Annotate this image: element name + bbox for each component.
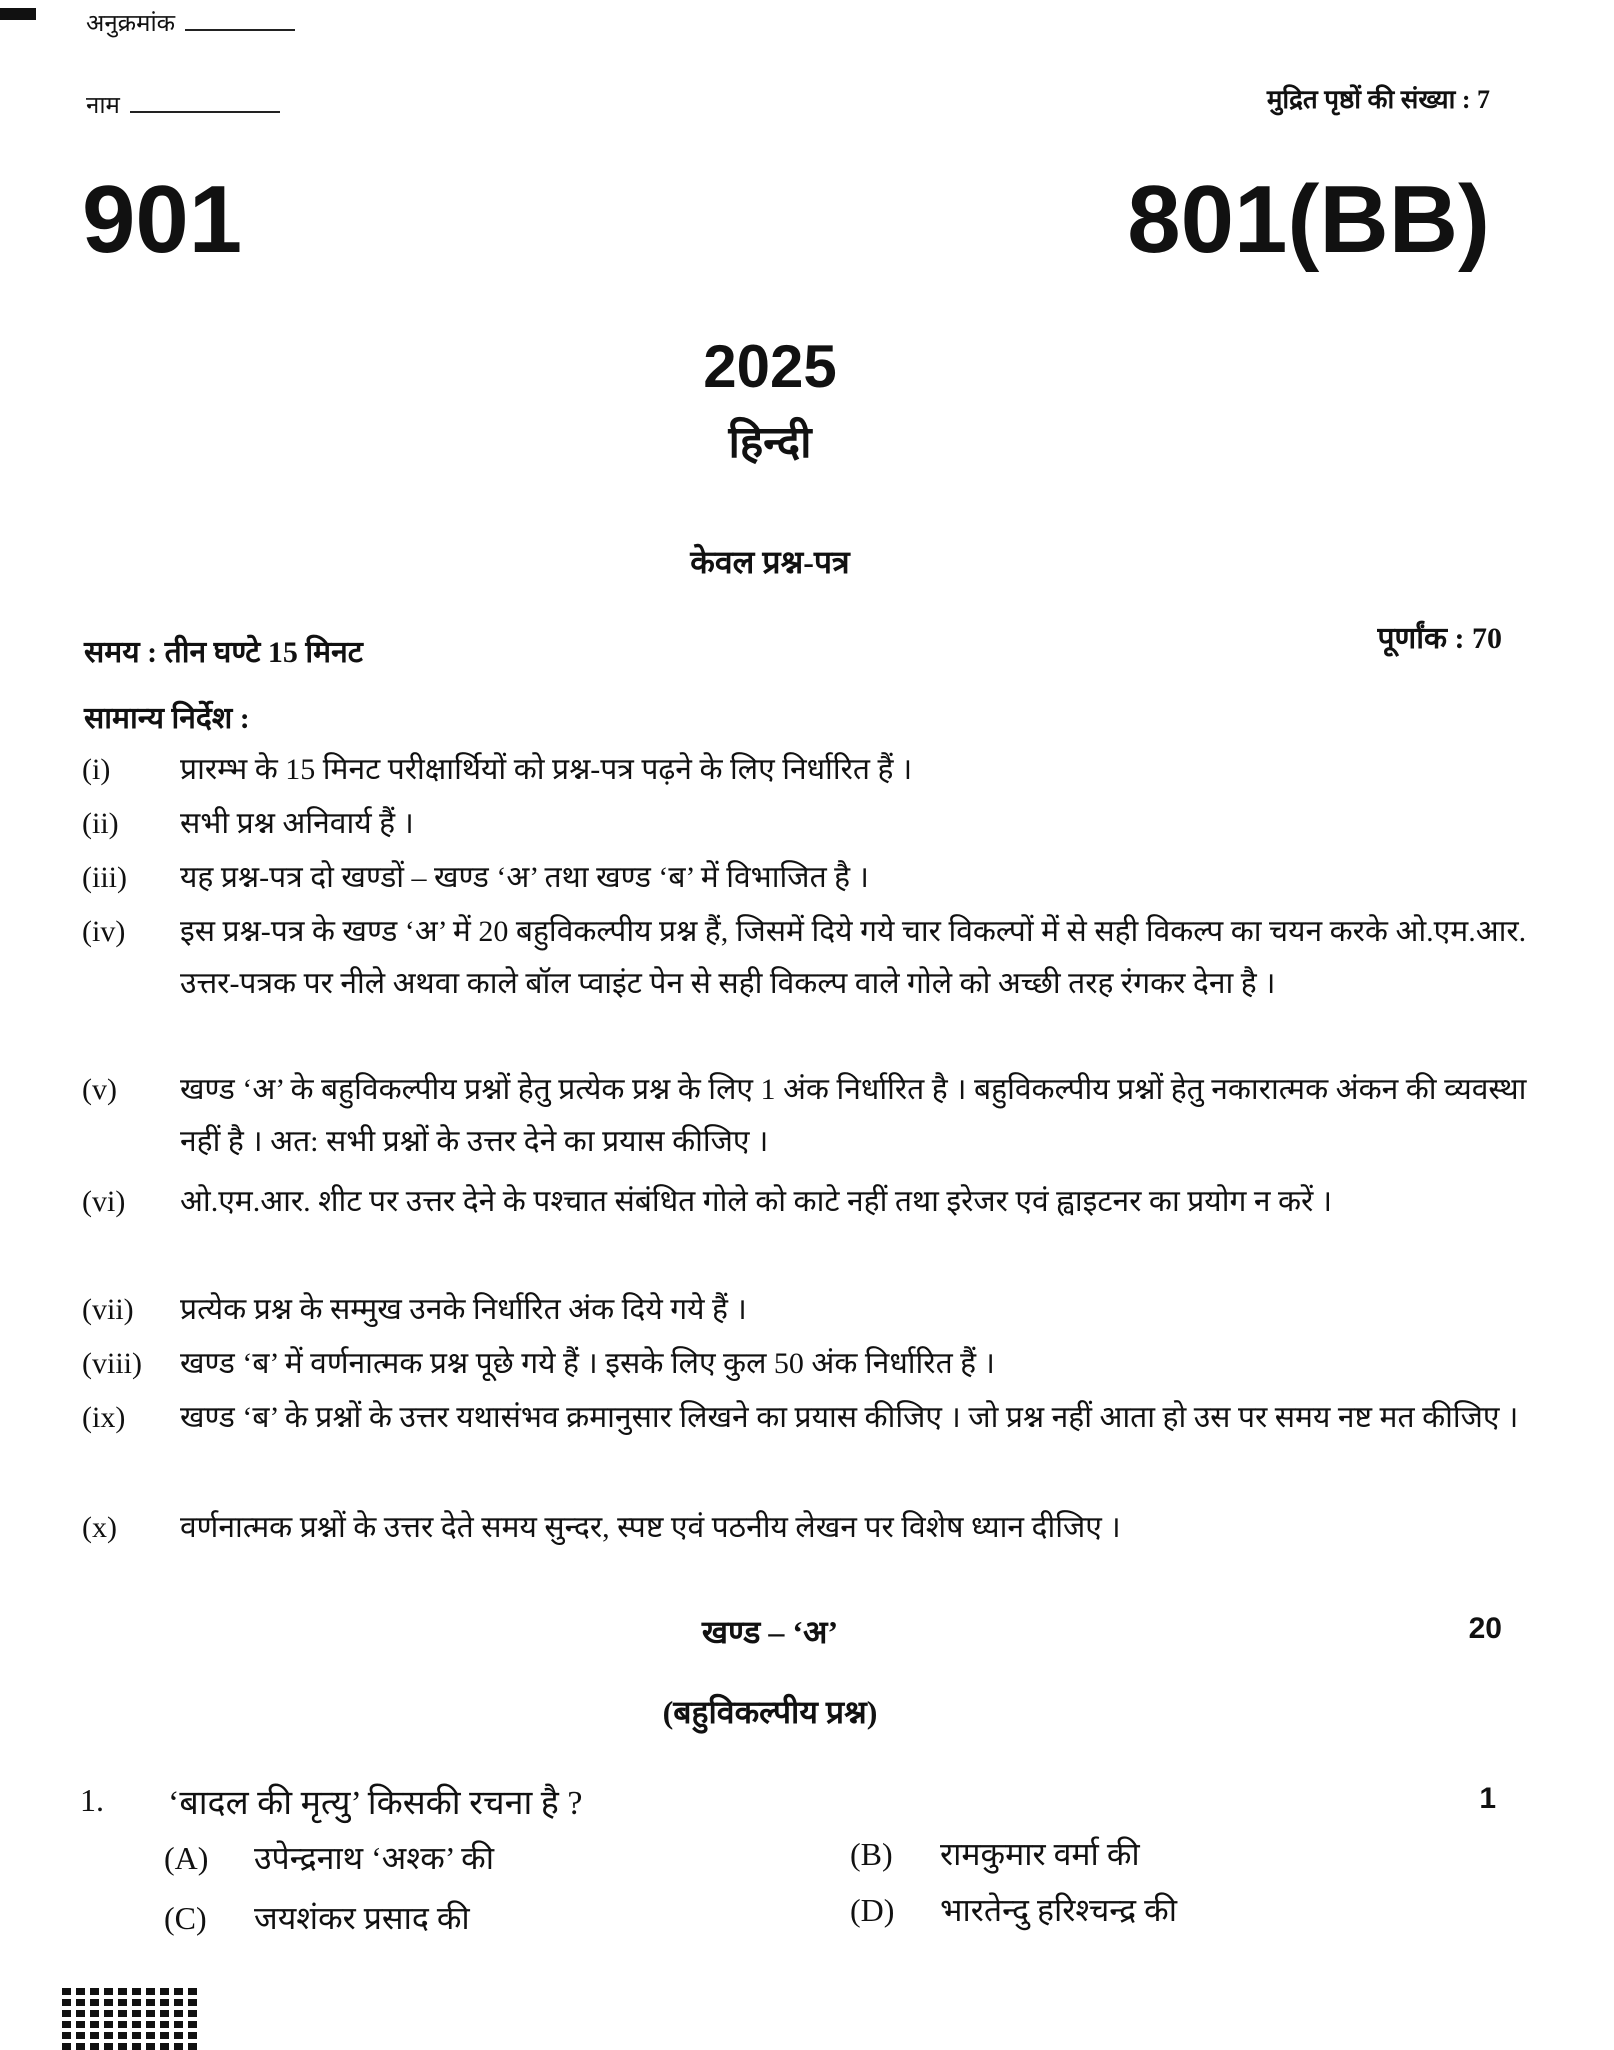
- option-label: (D): [850, 1892, 895, 1928]
- option-text: उपेन्द्रनाथ ‘अश्क’ की: [254, 1840, 495, 1876]
- instruction-text: यह प्रश्न-पत्र दो खण्डों – खण्ड ‘अ’ तथा खण्ड ‘ब’ में विभाजित है ।: [180, 861, 869, 894]
- max-marks: पूर्णांक : 70: [1377, 622, 1502, 655]
- instruction-number: (i): [82, 753, 111, 786]
- instruction-text: खण्ड ‘अ’ के बहुविकल्पीय प्रश्नों हेतु प्रत्येक प्रश्न के लिए 1 अंक निर्धारित है । बहुविकल्पीय प्रश्नों हेतु नकारात्मक अंकन की व्यवस्था नहीं है । अत: सभी प्रश्नों के उत्तर देने का प्रयास कीजिए ।: [180, 1073, 1527, 1158]
- option-a: [164, 1836, 494, 1879]
- option-label: (A): [164, 1840, 209, 1876]
- instruction-text: प्रारम्भ के 15 मिनट परीक्षार्थियों को प्रश्न-पत्र पढ़ने के लिए निर्धारित हैं ।: [180, 753, 913, 786]
- option-b: [850, 1832, 1140, 1875]
- instruction-text: वर्णनात्मक प्रश्नों के उत्तर देते समय सुन्दर, स्पष्ट एवं पठनीय लेखन पर विशेष ध्यान दीजिए ।: [180, 1511, 1121, 1544]
- instruction-text: खण्ड ‘ब’ के प्रश्नों के उत्तर यथासंभव क्रमानुसार लिखने का प्रयास कीजिए । जो प्रश्न नहीं आता हो उस पर समय नष्ट मत कीजिए ।: [180, 1401, 1519, 1434]
- option-c: [164, 1896, 470, 1939]
- scan-mark: [0, 8, 36, 20]
- option-label: (B): [850, 1836, 893, 1872]
- paper-code-right: 801(BB): [1127, 166, 1490, 273]
- instruction-number: (iv): [82, 915, 126, 948]
- exam-time: समय : तीन घण्टे 15 मिनट: [84, 636, 363, 669]
- option-text: भारतेन्दु हरिश्चन्द्र की: [940, 1892, 1178, 1928]
- paper-code-left: 901: [82, 166, 243, 273]
- roll-number-blank: [185, 29, 295, 31]
- instruction-text: प्रत्येक प्रश्न के सम्मुख उनके निर्धारित अंक दिये गये हैं ।: [180, 1293, 747, 1326]
- section-a-subtitle: (बहुविकल्पीय प्रश्न): [662, 1694, 878, 1730]
- exam-year: 2025: [703, 333, 837, 400]
- instruction-text: खण्ड ‘ब’ में वर्णनात्मक प्रश्न पूछे गये हैं । इसके लिए कुल 50 अंक निर्धारित हैं ।: [180, 1347, 995, 1380]
- name-blank: [130, 111, 280, 113]
- instruction-number: (x): [82, 1511, 117, 1544]
- option-text: रामकुमार वर्मा की: [940, 1836, 1140, 1872]
- instructions-heading: सामान्य निर्देश :: [84, 702, 250, 735]
- name-label: नाम: [86, 93, 120, 119]
- question-marks: 1: [1479, 1782, 1496, 1815]
- instruction-number: (ix): [82, 1401, 126, 1434]
- printed-pages: मुद्रित पृष्ठों की संख्या : 7: [1266, 85, 1490, 114]
- option-label: (C): [164, 1900, 207, 1936]
- section-a-title: खण्ड – ‘अ’: [701, 1614, 839, 1650]
- question-number: 1.: [80, 1782, 104, 1818]
- question-text: ‘बादल की मृत्यु’ किसकी रचना है ?: [168, 1785, 583, 1822]
- instruction-text: ओ.एम.आर. शीट पर उत्तर देने के पश्चात संबंधित गोले को काटे नहीं तथा इरेजर एवं ह्वाइटनर का प्रयोग न करें ।: [180, 1185, 1333, 1218]
- option-text: जयशंकर प्रसाद की: [254, 1900, 470, 1936]
- instruction-text: इस प्रश्न-पत्र के खण्ड ‘अ’ में 20 बहुविकल्पीय प्रश्न हैं, जिसमें दिये गये चार विकल्पों में से सही विकल्प का चयन करके ओ.एम.आर. उत्तर-पत्रक पर नीले अथवा काले बॉल प्वाइंट पेन से सही विकल्प वाले गोले को अच्छी तरह रंगकर देना है ।: [180, 915, 1527, 1000]
- option-d: [850, 1888, 1177, 1931]
- roll-number-field: [86, 6, 295, 39]
- instruction-number: (v): [82, 1073, 117, 1106]
- paper-type: केवल प्रश्न-पत्र: [690, 544, 850, 580]
- section-a-marks: 20: [1468, 1612, 1502, 1645]
- instruction-number: (vii): [82, 1293, 134, 1326]
- instruction-number: (iii): [82, 861, 127, 894]
- barcode-icon: [62, 1985, 200, 2050]
- instruction-text: सभी प्रश्न अनिवार्य हैं ।: [180, 807, 414, 840]
- instruction-number: (ii): [82, 807, 119, 840]
- subject-title: हिन्दी: [728, 418, 812, 467]
- name-field: [86, 88, 280, 121]
- roll-number-label: अनुक्रमांक: [86, 11, 176, 37]
- instruction-number: (vi): [82, 1185, 126, 1218]
- instruction-number: (viii): [82, 1347, 142, 1380]
